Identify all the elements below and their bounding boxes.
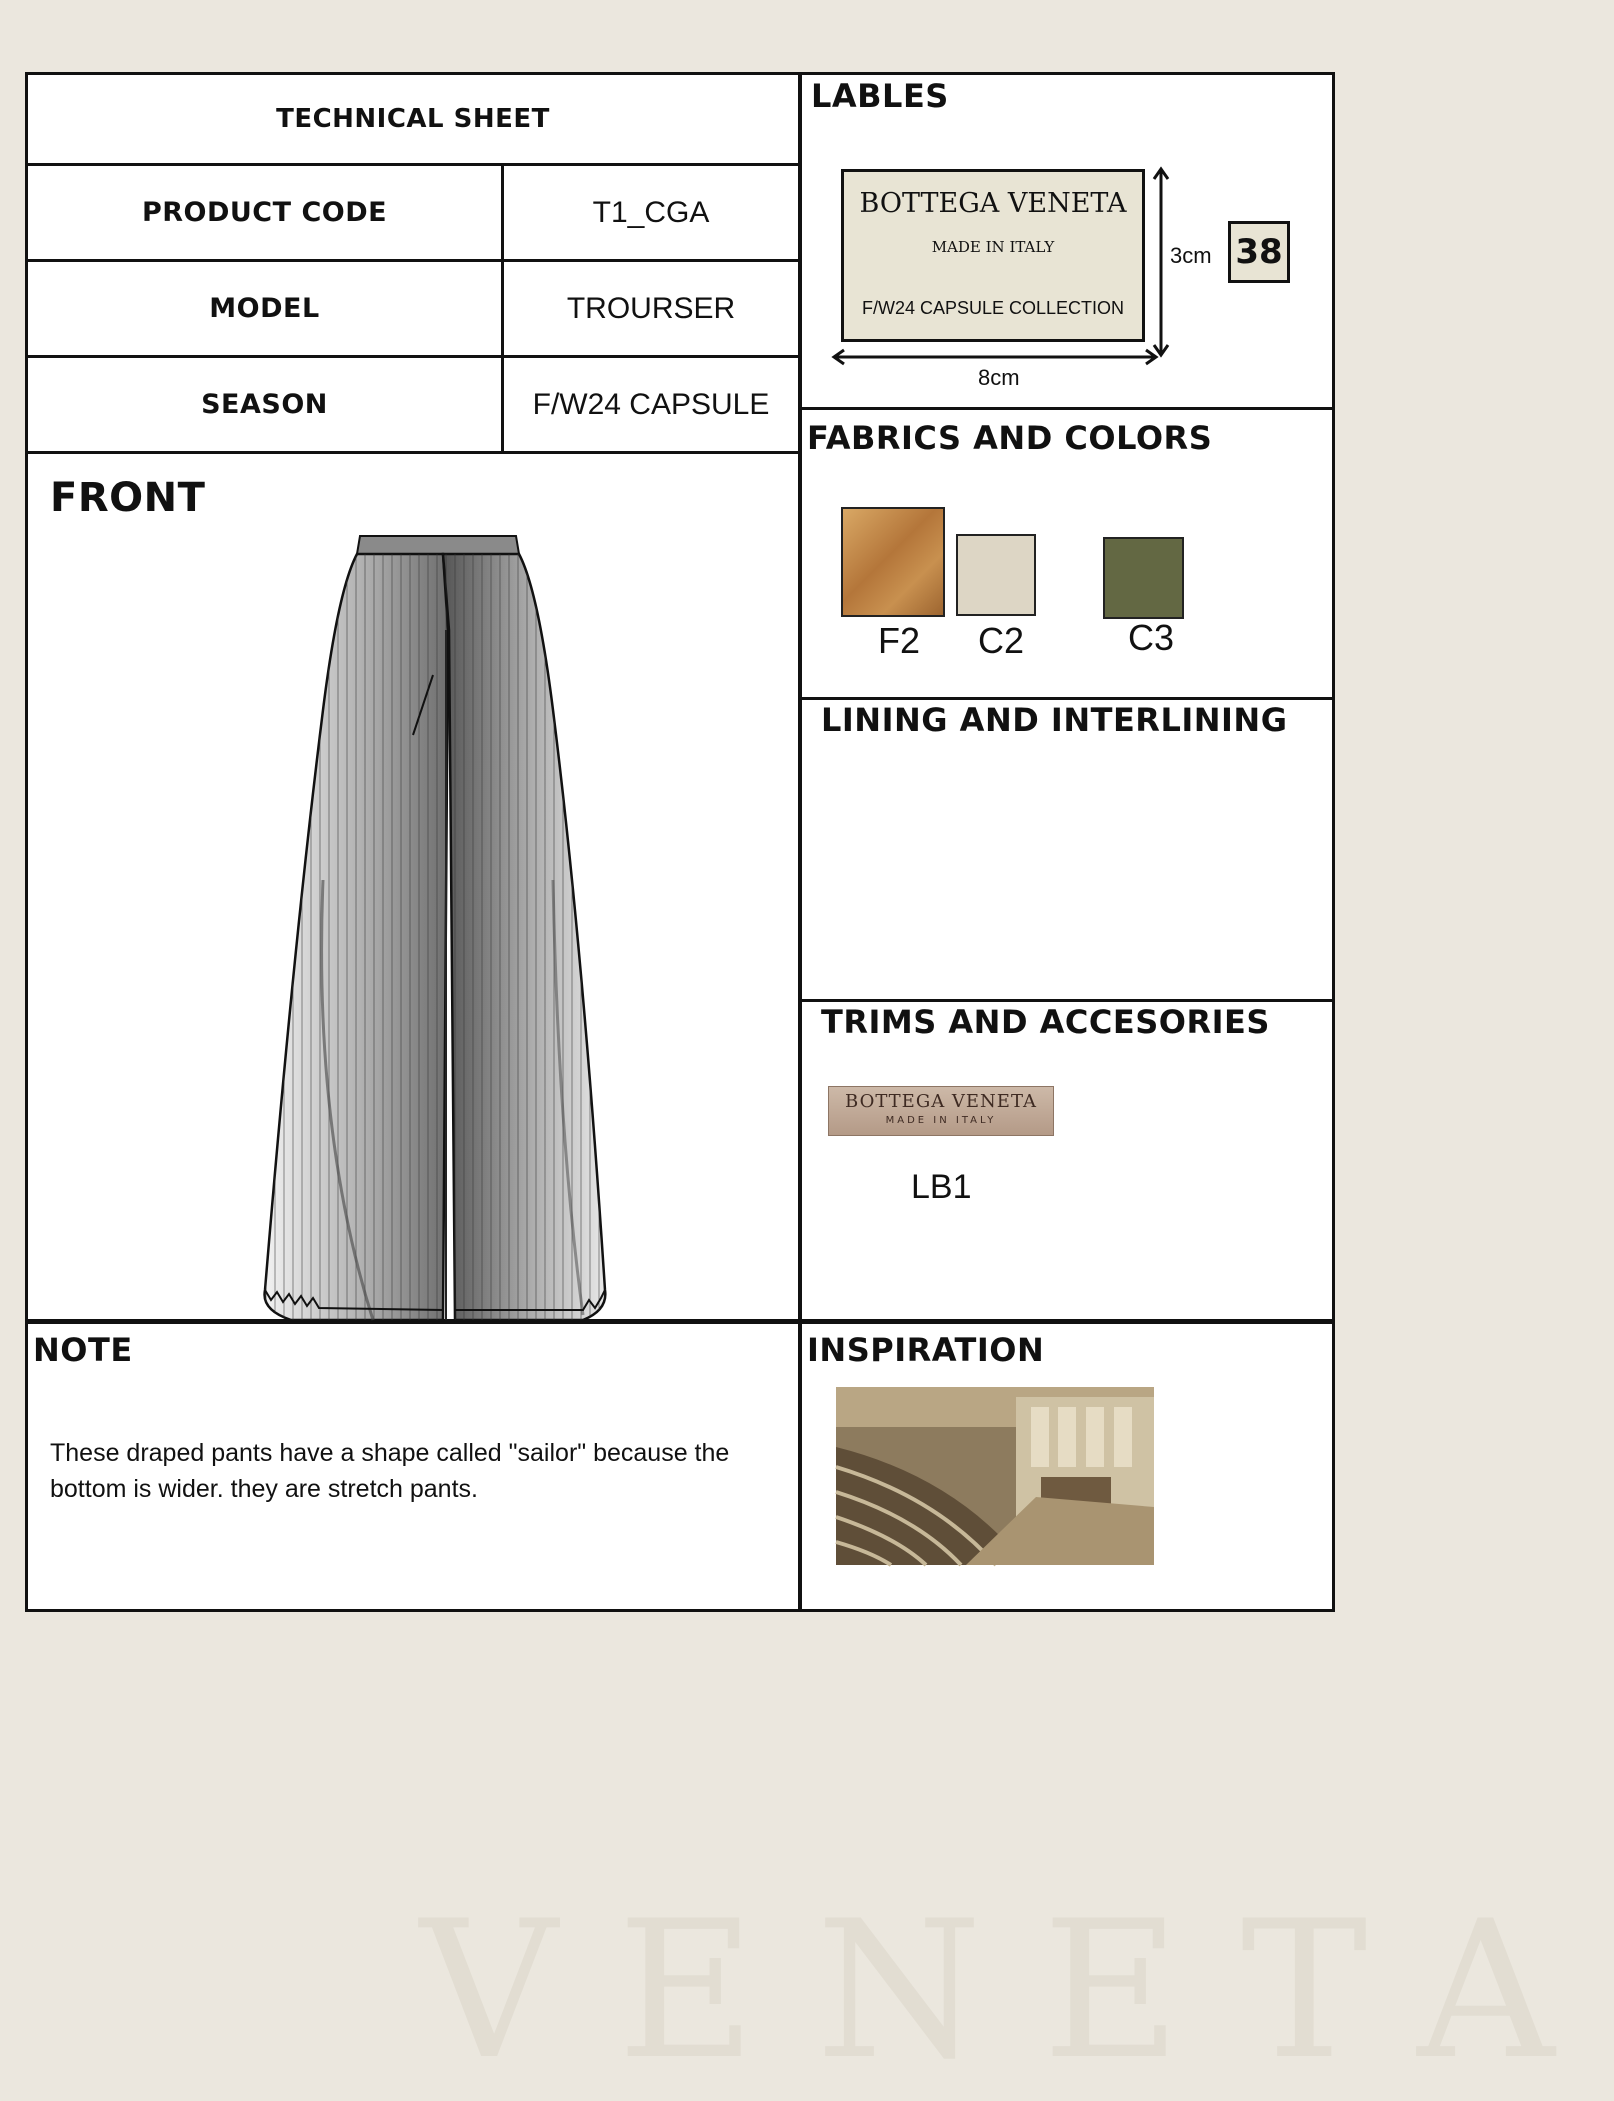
model-value: TROURSER — [566, 291, 736, 325]
size-tag: 38 — [1228, 221, 1290, 283]
label-collection: F/W24 CAPSULE COLLECTION — [861, 298, 1125, 318]
lining-title: LINING AND INTERLINING — [821, 701, 1288, 739]
season-label: SEASON — [201, 389, 328, 420]
product-code-label: PRODUCT CODE — [141, 197, 388, 228]
swatch-c2-label: C2 — [978, 620, 1025, 661]
swatch-f2-label: F2 — [878, 620, 921, 661]
inspiration-title: INSPIRATION — [807, 1331, 1045, 1369]
label-height-dimension: 3cm — [1170, 243, 1212, 268]
woven-label-image — [828, 1086, 1054, 1136]
model-label: MODEL — [209, 293, 320, 324]
trim-code: LB1 — [911, 1168, 972, 1206]
note-text: These draped pants have a shape called "sailor" because the bottom is wider. they are stretch pants. — [50, 1439, 730, 1503]
woven-label-origin: MADE IN ITALY — [885, 1115, 997, 1126]
product-code-value: T1_CGA — [592, 195, 710, 229]
note-title: NOTE — [33, 1331, 133, 1369]
label-brand: BOTTEGA VENETA — [859, 188, 1127, 219]
front-title: FRONT — [50, 475, 206, 521]
labels-title: LABLES — [811, 77, 949, 115]
sheet-title: TECHNICAL SHEET — [276, 104, 550, 134]
season-value: F/W24 CAPSULE — [532, 387, 770, 421]
trousers-front-illustration — [253, 530, 613, 1330]
swatch-f2 — [841, 507, 945, 617]
technical-sheet — [25, 72, 1335, 1612]
fabrics-title: FABRICS AND COLORS — [807, 419, 1213, 457]
swatch-c2 — [956, 534, 1036, 616]
swatch-c3-label: C3 — [1128, 617, 1175, 658]
dimension-arrows — [828, 163, 1208, 363]
background-watermark: VENETA — [420, 1880, 1614, 2101]
trims-title: TRIMS AND ACCESORIES — [821, 1003, 1270, 1041]
inspiration-theatre-image — [836, 1387, 1154, 1565]
label-origin: MADE IN ITALY — [931, 238, 1055, 256]
label-width-dimension: 8cm — [978, 365, 1020, 390]
swatch-c3 — [1103, 537, 1184, 619]
woven-label-brand: BOTTEGA VENETA — [845, 1091, 1037, 1112]
